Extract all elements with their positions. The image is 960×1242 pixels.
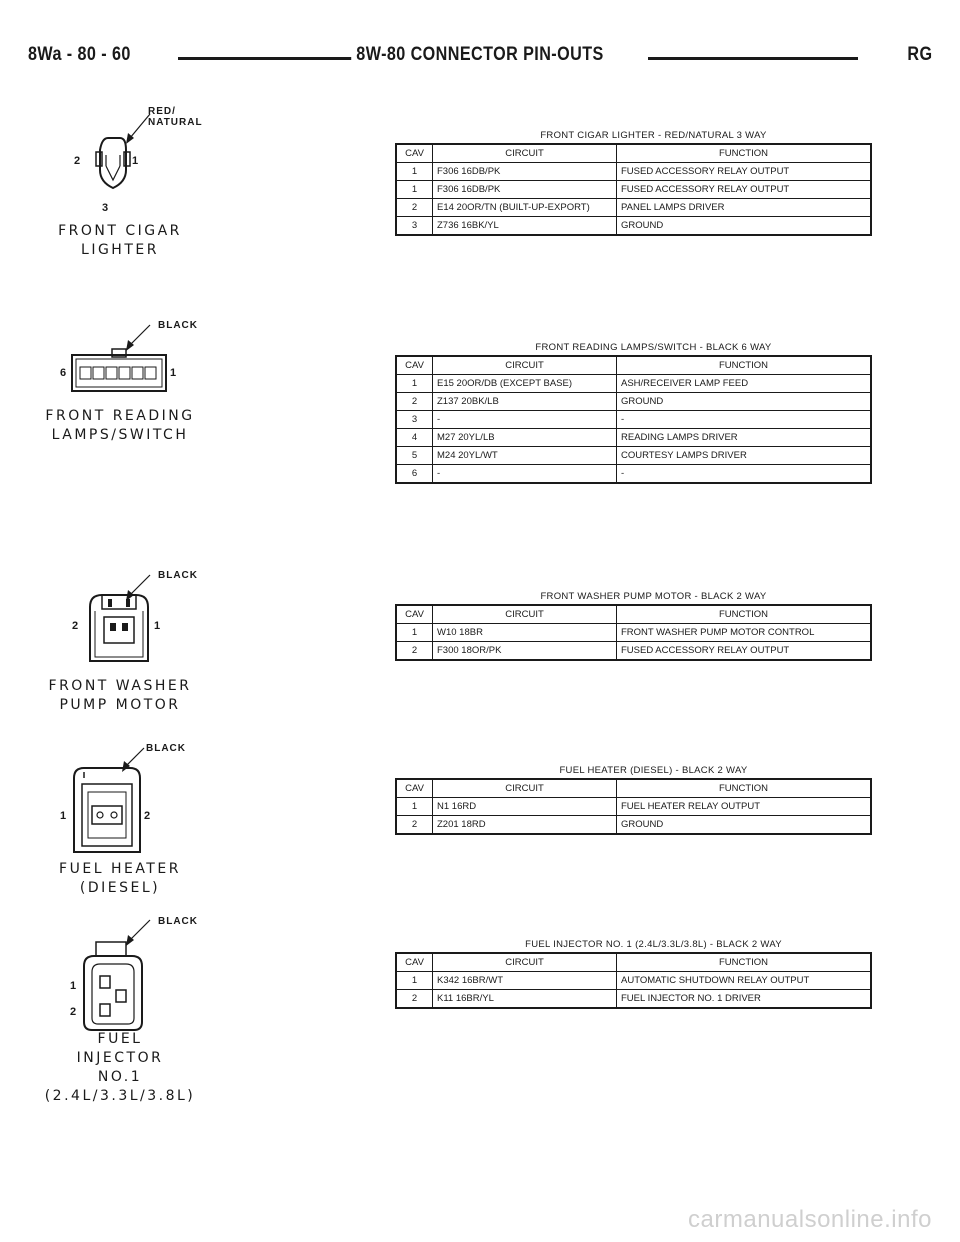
cell-function: GROUND bbox=[617, 393, 872, 411]
connector-name-line: FRONT READING bbox=[45, 408, 195, 424]
table-row bbox=[396, 816, 871, 835]
connector-color-tag bbox=[158, 320, 198, 331]
column-header: FUNCTION bbox=[617, 779, 872, 798]
connector-name bbox=[40, 222, 200, 260]
table-title: FRONT CIGAR LIGHTER - RED/NATURAL 3 WAY bbox=[540, 130, 767, 141]
cell-cav: 1 bbox=[396, 375, 433, 393]
watermark-text: carmanualsonline.info bbox=[688, 1206, 932, 1233]
connector-name-line: NO.1 bbox=[97, 1069, 143, 1085]
cell-function: COURTESY LAMPS DRIVER bbox=[617, 447, 872, 465]
cell-circuit: - bbox=[433, 465, 617, 484]
pin-label: 3 bbox=[102, 202, 109, 214]
cell-circuit: W10 18BR bbox=[433, 624, 617, 642]
connector-color-tag bbox=[158, 570, 198, 581]
column-header: FUNCTION bbox=[617, 605, 872, 624]
pin-label: 6 bbox=[60, 367, 67, 379]
table-row bbox=[396, 990, 871, 1009]
cell-circuit: F300 18OR/PK bbox=[433, 642, 617, 661]
manual-code: RG bbox=[906, 44, 932, 65]
table-row bbox=[396, 411, 871, 429]
connector-color-tag bbox=[148, 106, 203, 128]
cigar-lighter-connector-drawing bbox=[40, 100, 240, 220]
cell-circuit: - bbox=[433, 411, 617, 429]
table-row bbox=[396, 624, 871, 642]
pinout-table bbox=[395, 952, 872, 1009]
cell-cav: 1 bbox=[396, 798, 433, 816]
connector-name-line: FUEL bbox=[97, 1031, 143, 1047]
cell-function: FUEL HEATER RELAY OUTPUT bbox=[617, 798, 872, 816]
column-header: FUNCTION bbox=[617, 144, 872, 163]
column-header: CIRCUIT bbox=[433, 953, 617, 972]
fuel-heater-connector-drawing bbox=[40, 740, 240, 860]
cell-circuit: E14 20OR/TN (BUILT-UP-EXPORT) bbox=[433, 199, 617, 217]
column-header: CAV bbox=[396, 953, 433, 972]
connector-name bbox=[40, 677, 200, 715]
connector-name-line: FUEL HEATER bbox=[59, 861, 181, 877]
connector-name bbox=[40, 1030, 200, 1106]
cell-cav: 3 bbox=[396, 411, 433, 429]
cell-function: ASH/RECEIVER LAMP FEED bbox=[617, 375, 872, 393]
cell-cav: 5 bbox=[396, 447, 433, 465]
header-rule-right bbox=[648, 57, 858, 60]
pinout-table bbox=[395, 143, 872, 236]
page-header bbox=[28, 44, 932, 72]
column-header: CAV bbox=[396, 605, 433, 624]
table-row bbox=[396, 393, 871, 411]
pin-label: 2 bbox=[144, 810, 151, 822]
table-title: FRONT WASHER PUMP MOTOR - BLACK 2 WAY bbox=[540, 591, 767, 602]
pinout-table-fuel-injector bbox=[395, 939, 872, 1009]
table-row bbox=[396, 217, 871, 236]
cell-circuit: E15 20OR/DB (EXCEPT BASE) bbox=[433, 375, 617, 393]
cell-cav: 2 bbox=[396, 990, 433, 1009]
connector-color-tag bbox=[146, 743, 186, 754]
pin-label: 1 bbox=[132, 155, 139, 167]
cell-circuit: Z736 16BK/YL bbox=[433, 217, 617, 236]
connector-name-line: PUMP MOTOR bbox=[59, 697, 181, 713]
cell-function: FRONT WASHER PUMP MOTOR CONTROL bbox=[617, 624, 872, 642]
column-header: CAV bbox=[396, 144, 433, 163]
table-row bbox=[396, 447, 871, 465]
connector-name-line: FRONT WASHER bbox=[48, 678, 192, 694]
table-header-row bbox=[396, 144, 871, 163]
color-tag-line: NATURAL bbox=[148, 117, 203, 128]
pin-label: 1 bbox=[170, 367, 177, 379]
pinout-table bbox=[395, 778, 872, 835]
connector-name-line: FRONT CIGAR bbox=[58, 223, 182, 239]
cell-function: FUSED ACCESSORY RELAY OUTPUT bbox=[617, 163, 872, 181]
connector-name-line: LAMPS/SWITCH bbox=[51, 427, 189, 443]
reading-lamps-connector-drawing bbox=[40, 315, 240, 405]
cell-function: FUEL INJECTOR NO. 1 DRIVER bbox=[617, 990, 872, 1009]
table-title: FRONT READING LAMPS/SWITCH - BLACK 6 WAY bbox=[535, 342, 772, 353]
connector-name-line: (DIESEL) bbox=[79, 880, 161, 896]
pin-label: 1 bbox=[70, 980, 77, 992]
table-row bbox=[396, 199, 871, 217]
pin-label: 2 bbox=[72, 620, 79, 632]
cell-cav: 2 bbox=[396, 642, 433, 661]
table-row bbox=[396, 163, 871, 181]
pinout-table-front-reading-lamps bbox=[395, 342, 872, 484]
cell-function: GROUND bbox=[617, 816, 872, 835]
pin-label: 1 bbox=[154, 620, 161, 632]
pin-label: 1 bbox=[60, 810, 67, 822]
pinout-table bbox=[395, 604, 872, 661]
pin-label: 2 bbox=[74, 155, 81, 167]
table-header-row bbox=[396, 356, 871, 375]
cell-cav: 1 bbox=[396, 181, 433, 199]
pinout-table-front-cigar-lighter bbox=[395, 130, 872, 236]
column-header: CAV bbox=[396, 356, 433, 375]
table-row bbox=[396, 798, 871, 816]
table-header-row bbox=[396, 779, 871, 798]
connector-name-line: LIGHTER bbox=[81, 242, 159, 258]
table-row bbox=[396, 181, 871, 199]
table-row bbox=[396, 375, 871, 393]
connector-name-line: (2.4L/3.3L/3.8L) bbox=[44, 1088, 196, 1104]
cell-cav: 1 bbox=[396, 163, 433, 181]
color-tag-line: BLACK bbox=[158, 320, 198, 331]
cell-function: AUTOMATIC SHUTDOWN RELAY OUTPUT bbox=[617, 972, 872, 990]
connector-name bbox=[40, 860, 200, 898]
color-tag-line: RED/ bbox=[148, 106, 176, 117]
pinout-table-front-washer-pump bbox=[395, 591, 872, 661]
cell-circuit: M24 20YL/WT bbox=[433, 447, 617, 465]
table-row bbox=[396, 642, 871, 661]
cell-circuit: F306 16DB/PK bbox=[433, 163, 617, 181]
connector-diagram-front-washer-pump bbox=[40, 565, 240, 715]
cell-circuit: N1 16RD bbox=[433, 798, 617, 816]
color-tag-line: BLACK bbox=[158, 916, 198, 927]
column-header: CIRCUIT bbox=[433, 779, 617, 798]
cell-function: FUSED ACCESSORY RELAY OUTPUT bbox=[617, 642, 872, 661]
table-row bbox=[396, 429, 871, 447]
column-header: CAV bbox=[396, 779, 433, 798]
cell-cav: 2 bbox=[396, 816, 433, 835]
table-row bbox=[396, 972, 871, 990]
washer-pump-connector-drawing bbox=[40, 565, 240, 675]
cell-cav: 3 bbox=[396, 217, 433, 236]
connector-diagram-fuel-heater bbox=[40, 740, 240, 900]
column-header: FUNCTION bbox=[617, 356, 872, 375]
connector-diagram-fuel-injector bbox=[40, 912, 240, 1112]
pin-label: 2 bbox=[70, 1006, 77, 1018]
cell-circuit: F306 16DB/PK bbox=[433, 181, 617, 199]
cell-function: - bbox=[617, 465, 872, 484]
cell-cav: 4 bbox=[396, 429, 433, 447]
column-header: CIRCUIT bbox=[433, 356, 617, 375]
column-header: CIRCUIT bbox=[433, 144, 617, 163]
table-header-row bbox=[396, 953, 871, 972]
table-title: FUEL INJECTOR NO. 1 (2.4L/3.3L/3.8L) - BLACK 2 WAY bbox=[525, 939, 782, 950]
cell-cav: 1 bbox=[396, 972, 433, 990]
table-title: FUEL HEATER (DIESEL) - BLACK 2 WAY bbox=[559, 765, 748, 776]
cell-circuit: K342 16BR/WT bbox=[433, 972, 617, 990]
column-header: FUNCTION bbox=[617, 953, 872, 972]
connector-name bbox=[40, 407, 200, 445]
pinout-table-fuel-heater bbox=[395, 765, 872, 835]
section-title: 8W-80 CONNECTOR PIN-OUTS bbox=[351, 44, 609, 66]
connector-diagram-front-cigar-lighter bbox=[40, 100, 240, 270]
cell-circuit: M27 20YL/LB bbox=[433, 429, 617, 447]
table-header-row bbox=[396, 605, 871, 624]
cell-circuit: K11 16BR/YL bbox=[433, 990, 617, 1009]
connector-color-tag bbox=[158, 916, 198, 927]
page-number: 8Wa - 80 - 60 bbox=[28, 44, 131, 65]
pinout-table bbox=[395, 355, 872, 484]
cell-circuit: Z137 20BK/LB bbox=[433, 393, 617, 411]
cell-cav: 6 bbox=[396, 465, 433, 484]
color-tag-line: BLACK bbox=[146, 743, 186, 754]
color-tag-line: BLACK bbox=[158, 570, 198, 581]
cell-function: READING LAMPS DRIVER bbox=[617, 429, 872, 447]
table-row bbox=[396, 465, 871, 484]
cell-function: FUSED ACCESSORY RELAY OUTPUT bbox=[617, 181, 872, 199]
column-header: CIRCUIT bbox=[433, 605, 617, 624]
connector-name-line: INJECTOR bbox=[76, 1050, 164, 1066]
cell-function: GROUND bbox=[617, 217, 872, 236]
cell-cav: 1 bbox=[396, 624, 433, 642]
cell-circuit: Z201 18RD bbox=[433, 816, 617, 835]
cell-cav: 2 bbox=[396, 199, 433, 217]
cell-function: PANEL LAMPS DRIVER bbox=[617, 199, 872, 217]
cell-function: - bbox=[617, 411, 872, 429]
cell-cav: 2 bbox=[396, 393, 433, 411]
connector-diagram-front-reading-lamps bbox=[40, 315, 240, 455]
